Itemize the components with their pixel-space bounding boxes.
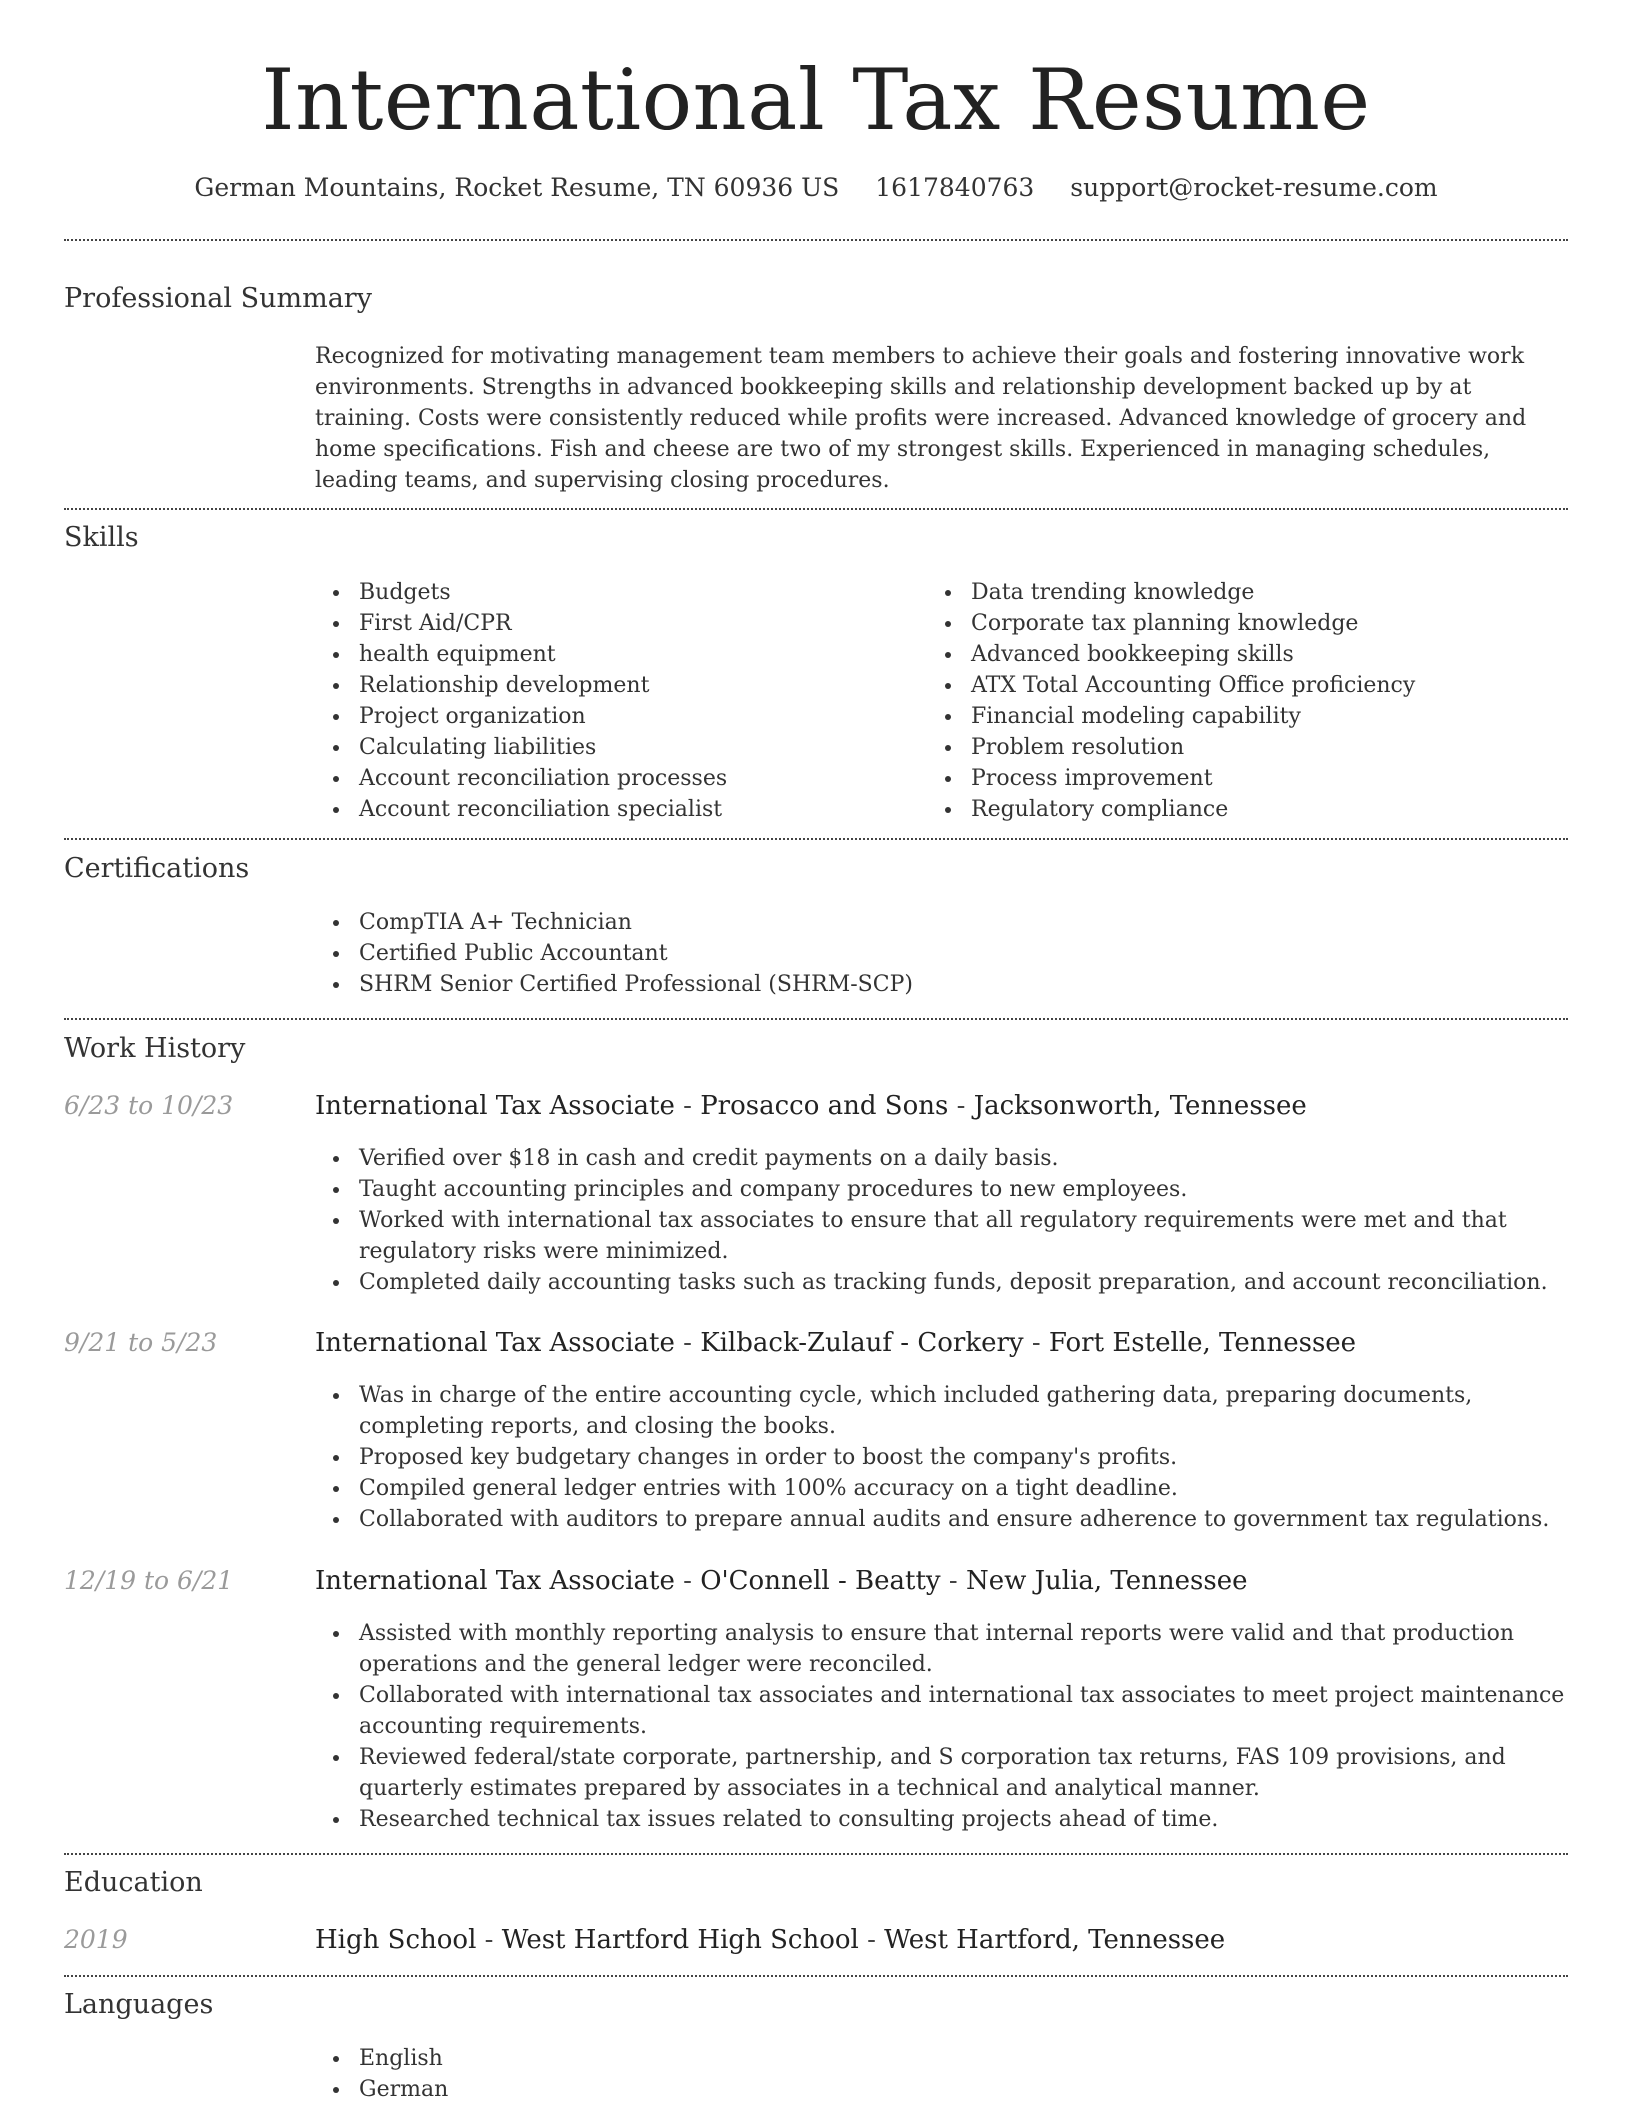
job-company: O'Connell - Beatty bbox=[700, 1566, 941, 1596]
job-bullet: Researched technical tax issues related to consulting projects ahead of time. bbox=[315, 1804, 1570, 1835]
language-item: German bbox=[315, 2074, 1565, 2105]
skill-item: Financial modeling capability bbox=[927, 701, 1567, 732]
section-title-skills: Skills bbox=[64, 522, 139, 553]
job-bullet: Was in charge of the entire accounting cycle, which included gathering data, preparing documents, completing reports, and closing the books. bbox=[315, 1380, 1570, 1442]
job-location: New Julia, Tennessee bbox=[965, 1566, 1248, 1596]
job-bullet: Collaborated with international tax associates and international tax associates to meet project maintenance accounting requirements. bbox=[315, 1680, 1570, 1742]
education-school: West Hartford High School bbox=[501, 1925, 859, 1955]
job-dates: 9/21 to 5/23 bbox=[64, 1328, 218, 1357]
skill-item: Budgets bbox=[315, 577, 915, 608]
job-location: Fort Estelle, Tennessee bbox=[1048, 1328, 1357, 1358]
section-title-languages: Languages bbox=[64, 1989, 214, 2020]
contact-phone: 1617840763 bbox=[875, 173, 1035, 202]
job-bullet: Completed daily accounting tasks such as tracking funds, deposit preparation, and account reconciliation. bbox=[315, 1267, 1570, 1298]
job-bullet: Collaborated with auditors to prepare annual audits and ensure adherence to government tax regulations. bbox=[315, 1504, 1570, 1535]
divider bbox=[64, 1975, 1568, 1977]
job-dates: 12/19 to 6/21 bbox=[64, 1566, 234, 1595]
job-bullets bbox=[315, 1618, 1570, 1835]
divider bbox=[64, 239, 1568, 241]
skill-item: ATX Total Accounting Office proficiency bbox=[927, 670, 1567, 701]
skill-item: Data trending knowledge bbox=[927, 577, 1567, 608]
certification-item: SHRM Senior Certified Professional (SHRM-SCP) bbox=[315, 969, 1565, 1000]
job-bullet: Verified over $18 in cash and credit payments on a daily basis. bbox=[315, 1143, 1570, 1174]
job-bullet: Reviewed federal/state corporate, partnership, and S corporation tax returns, FAS 109 provisions, and quarterly estimates prepared by associates in a technical and analytical manner. bbox=[315, 1742, 1570, 1804]
job-title: International Tax Associate bbox=[315, 1328, 675, 1358]
skills-list-left bbox=[315, 577, 915, 825]
skill-item: Project organization bbox=[315, 701, 915, 732]
skill-item: Regulatory compliance bbox=[927, 794, 1567, 825]
page-title: International Tax Resume bbox=[261, 51, 1371, 149]
job-heading: International Tax Associate - Kilback-Zulauf - Corkery - Fort Estelle, Tennessee bbox=[315, 1328, 1357, 1358]
job-title: International Tax Associate bbox=[315, 1091, 675, 1121]
skill-item: Relationship development bbox=[315, 670, 915, 701]
skill-item: health equipment bbox=[315, 639, 915, 670]
skill-item: Problem resolution bbox=[927, 732, 1567, 763]
contact-info bbox=[0, 173, 1632, 203]
job-title: International Tax Associate bbox=[315, 1566, 675, 1596]
skill-item: Corporate tax planning knowledge bbox=[927, 608, 1567, 639]
certification-item: CompTIA A+ Technician bbox=[315, 907, 1565, 938]
section-title-education: Education bbox=[64, 1867, 203, 1898]
job-bullet: Compiled general ledger entries with 100% accuracy on a tight deadline. bbox=[315, 1473, 1570, 1504]
divider bbox=[64, 1018, 1568, 1020]
job-dates: 6/23 to 10/23 bbox=[64, 1091, 234, 1120]
job-bullets bbox=[315, 1143, 1570, 1298]
section-title-certifications: Certifications bbox=[64, 853, 250, 884]
skill-item: Process improvement bbox=[927, 763, 1567, 794]
education-location: West Hartford, Tennessee bbox=[884, 1925, 1226, 1955]
skill-item: Advanced bookkeeping skills bbox=[927, 639, 1567, 670]
job-company: Kilback-Zulauf - Corkery bbox=[700, 1328, 1024, 1358]
skill-item: Calculating liabilities bbox=[315, 732, 915, 763]
job-bullet: Worked with international tax associates to ensure that all regulatory requirements were met and that regulatory risks were minimized. bbox=[315, 1205, 1570, 1267]
job-bullets bbox=[315, 1380, 1570, 1535]
education-heading: High School - West Hartford High School - West Hartford, Tennessee bbox=[315, 1925, 1226, 1955]
contact-address: German Mountains, Rocket Resume, TN 60936 US bbox=[194, 173, 840, 202]
summary-text: Recognized for motivating management team members to achieve their goals and fostering innovative work environments. Strengths in advanced bookkeeping skills and relationship development backed up by at training. Costs were consistently reduced while profits were increased. Advanced knowledge of grocery and home specifications. Fish and cheese are two of my strongest skills. Experienced in managing schedules, leading teams, and supervising closing procedures. bbox=[315, 344, 1527, 493]
certification-item: Certified Public Accountant bbox=[315, 938, 1565, 969]
job-heading: International Tax Associate - Prosacco and Sons - Jacksonworth, Tennessee bbox=[315, 1091, 1307, 1121]
languages-list bbox=[315, 2043, 1565, 2105]
job-location: Jacksonworth, Tennessee bbox=[973, 1091, 1307, 1121]
certifications-list bbox=[315, 907, 1565, 1000]
job-heading: International Tax Associate - O'Connell - Beatty - New Julia, Tennessee bbox=[315, 1566, 1248, 1596]
job-company: Prosacco and Sons bbox=[700, 1091, 949, 1121]
job-bullet: Proposed key budgetary changes in order to boost the company's profits. bbox=[315, 1442, 1570, 1473]
divider bbox=[64, 508, 1568, 510]
skill-item: First Aid/CPR bbox=[315, 608, 915, 639]
education-degree: High School bbox=[315, 1925, 477, 1955]
divider bbox=[64, 838, 1568, 840]
language-item: English bbox=[315, 2043, 1565, 2074]
skill-item: Account reconciliation processes bbox=[315, 763, 915, 794]
divider bbox=[64, 1853, 1568, 1855]
education-year: 2019 bbox=[64, 1925, 128, 1954]
contact-email: support@rocket-resume.com bbox=[1070, 173, 1438, 202]
skill-item: Account reconciliation specialist bbox=[315, 794, 915, 825]
skills-list-right bbox=[927, 577, 1567, 825]
section-title-work-history: Work History bbox=[64, 1033, 246, 1064]
job-bullet: Taught accounting principles and company procedures to new employees. bbox=[315, 1174, 1570, 1205]
job-bullet: Assisted with monthly reporting analysis to ensure that internal reports were valid and that production operations and the general ledger were reconciled. bbox=[315, 1618, 1570, 1680]
section-title-summary: Professional Summary bbox=[64, 283, 372, 314]
